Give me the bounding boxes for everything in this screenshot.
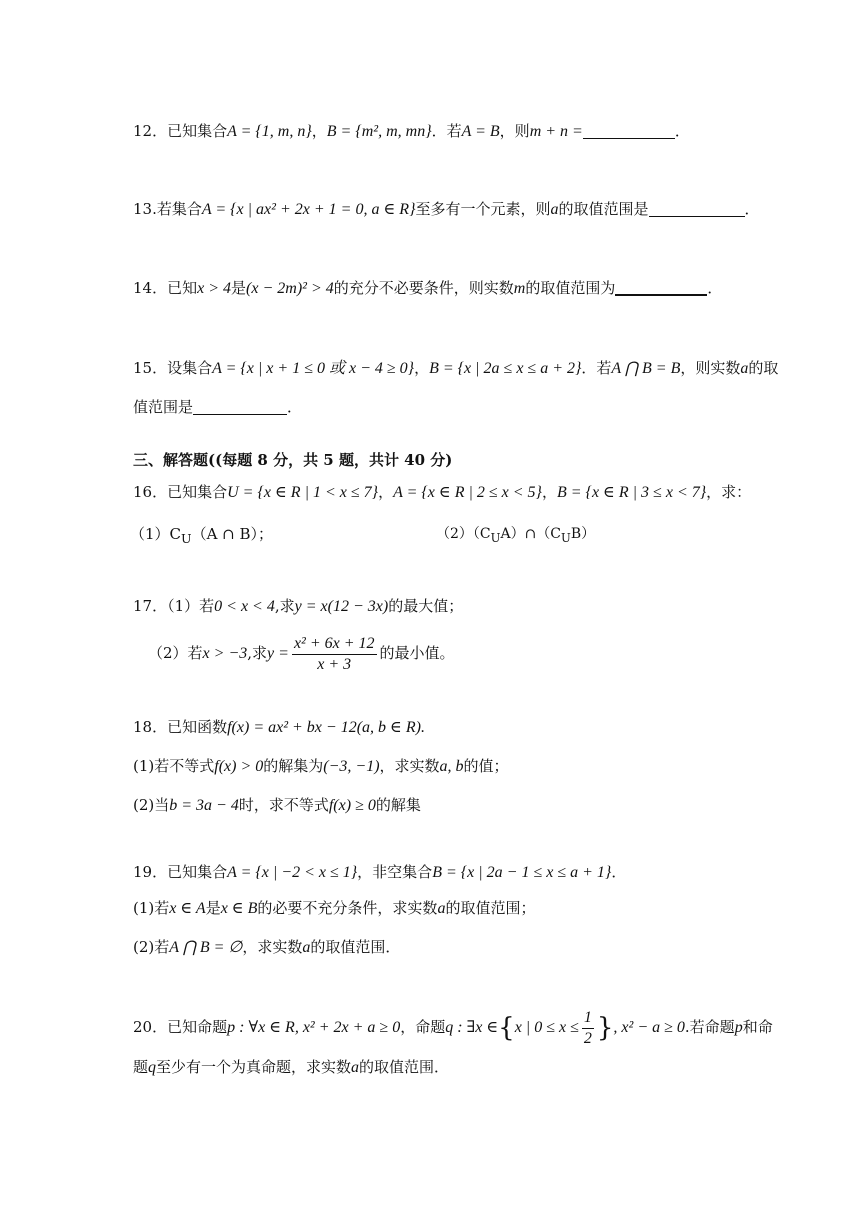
question-number: 15． xyxy=(133,359,168,377)
math-expression: x ∈ B xyxy=(220,900,258,917)
math-expression: f(x) > 0 xyxy=(214,758,264,775)
answer-blank[interactable] xyxy=(615,278,707,296)
math-expression: A = B xyxy=(461,123,500,140)
question-18: 18．已知函数f(x) = ax² + bx − 12(a, b ∈ R). xyxy=(133,718,425,736)
math-expression: A = {x ∈ R | 2 ≤ x < 5} xyxy=(393,484,542,501)
question-15-line-2: 值范围是 ． xyxy=(133,398,303,416)
question-18-part-1: (1)若不等式f(x) > 0的解集为(−3, −1)，求实数a, b的值； xyxy=(133,757,509,775)
question-17-part-2: （2）若x > −3,求y = $\frac{\text{x² + 6x + 12}}{x + 3}$ 的最小值。 xyxy=(148,634,455,673)
math-expression: q xyxy=(148,1059,157,1076)
fraction-numerator: 1 xyxy=(582,1008,594,1029)
question-number: 14． xyxy=(133,279,168,297)
math-expression: q : ∃x ∈ xyxy=(445,1019,499,1036)
question-20-line-2: 题q至少有一个为真命题，求实数a的取值范围． xyxy=(133,1058,450,1076)
question-16: 16．已知集合U = {x ∈ R | 1 < x ≤ 7}，A = {x ∈ R | 2 ≤ x < 5}，B = {x ∈ R | 3 ≤ x < 7}，求： xyxy=(133,483,752,501)
math-expression: B = {x ∈ R | 3 ≤ x < 7} xyxy=(556,484,707,501)
math-expression: a xyxy=(351,1059,360,1076)
math-expression: x > 4 xyxy=(197,280,232,297)
question-17: 17．（1）若0 < x < 4,求y = x(12 − 3x)的最大值； xyxy=(133,597,464,615)
question-16-part-2: $(2)(C_UA)\cap(C_UB)$ xyxy=(436,526,596,545)
math-expression: a xyxy=(550,201,559,218)
math-expression: A = {x | −2 < x ≤ 1} xyxy=(227,864,358,881)
question-18-part-2: (2)当b = 3a − 4时，求不等式f(x) ≥ 0的解集 xyxy=(133,796,421,814)
question-19: 19．已知集合A = {x | −2 < x ≤ 1}，非空集合B = {x | 2a − 1 ≤ x ≤ a + 1}． xyxy=(133,863,627,881)
answer-blank[interactable] xyxy=(649,200,745,217)
question-number: 16． xyxy=(133,483,168,501)
math-expression: m + n = xyxy=(529,123,583,140)
math-expression: B = {x | 2a − 1 ≤ x ≤ a + 1} xyxy=(432,864,612,881)
math-expression: a, b xyxy=(439,758,464,775)
math-expression: B = {x | 2a ≤ x ≤ a + 2} xyxy=(429,360,582,377)
question-20: 20．已知命题p : ∀x ∈ R, x² + 2x + a ≥ 0，命题q : ∃x ∈{x | 0 ≤ x ≤ $\frac{1}{2}$ }, x² − a ≥ 0.若命题p和命 xyxy=(133,1008,773,1047)
math-expression: B = {m², m, mn} xyxy=(326,123,432,140)
right-brace: } xyxy=(596,1013,614,1043)
math-expression: A ⋂ B = B xyxy=(611,360,681,377)
math-expression: A = {x | ax² + 2x + 1 = 0, a ∈ R} xyxy=(201,201,416,218)
math-expression: , x² − a ≥ 0 xyxy=(613,1019,685,1036)
fraction xyxy=(582,1008,594,1049)
question-number: 13. xyxy=(133,200,157,218)
math-expression: x ∈ A xyxy=(169,900,206,917)
question-number: 18． xyxy=(133,718,168,736)
question-16-part-1: $(1)C_U(A$ ∩ B）； xyxy=(130,525,274,546)
math-expression: y = xyxy=(267,645,289,662)
question-number: 19． xyxy=(133,863,168,881)
math-expression: 0 < x < 4 xyxy=(214,598,275,615)
math-expression: a xyxy=(437,900,446,917)
math-expression: p xyxy=(734,1019,743,1036)
question-12: 12．已知集合A = {1, m, n}，B = {m², m, mn}．若A = B，则m + n = ． xyxy=(133,122,690,140)
math-expression: f(x) ≥ 0 xyxy=(328,797,376,814)
math-expression: (x − 2m)² > 4 xyxy=(246,280,334,297)
math-expression: U = {x ∈ R | 1 < x ≤ 7} xyxy=(227,484,379,501)
math-expression: p : ∀x ∈ R, x² + 2x + a ≥ 0 xyxy=(227,1019,401,1036)
fraction-numerator: x² + 6x + 12 xyxy=(292,634,377,655)
math-expression: a xyxy=(302,939,311,956)
math-expression: f(x) = ax² + bx − 12(a, b ∈ R). xyxy=(227,719,425,736)
section-heading: 三、解答题((每题 8 分，共 5 题，共计 40 分) xyxy=(133,451,453,469)
math-expression: A ⋂ B = ∅ xyxy=(169,939,243,956)
math-expression: y = x(12 − 3x) xyxy=(294,598,389,615)
question-13: 13.若集合A = {x | ax² + 2x + 1 = 0, a ∈ R}至多有一个元素，则a的取值范围是 ． xyxy=(133,200,760,218)
math-expression: x | 0 ≤ x ≤ xyxy=(514,1019,579,1036)
math-expression: a xyxy=(740,360,749,377)
math-expression: A = {1, m, n} xyxy=(227,123,312,140)
question-14: 14．已知x > 4是(x − 2m)² > 4的充分不必要条件，则实数m的取值范围为 ． xyxy=(133,279,723,297)
fraction xyxy=(292,634,377,675)
math-expression: x > −3 xyxy=(202,645,248,662)
fraction-denominator: x + 3 xyxy=(317,655,352,673)
fraction-denominator: 2 xyxy=(583,1029,592,1047)
math-expression: (−3, −1) xyxy=(323,758,380,775)
left-brace: { xyxy=(498,1013,515,1043)
question-15: 15．设集合A = {x | x + 1 ≤ 0 或 x − 4 ≥ 0}，B = {x | 2a ≤ x ≤ a + 2}．若A ⋂ B = B，则实数a的取 xyxy=(133,359,779,377)
question-number: 20． xyxy=(133,1018,168,1036)
math-expression: b = 3a − 4 xyxy=(169,797,239,814)
question-number: 17． xyxy=(133,597,168,615)
math-expression: A = {x | x + 1 ≤ 0 或 x − 4 ≥ 0} xyxy=(212,360,415,377)
answer-blank[interactable] xyxy=(193,398,287,415)
math-expression: m xyxy=(513,280,526,297)
question-19-part-1: (1)若x ∈ A是x ∈ B的必要不充分条件，求实数a的取值范围； xyxy=(133,899,536,917)
answer-blank[interactable] xyxy=(583,122,675,139)
question-number: 12． xyxy=(133,122,168,140)
question-19-part-2: (2)若A ⋂ B = ∅，求实数a的取值范围． xyxy=(133,938,401,956)
